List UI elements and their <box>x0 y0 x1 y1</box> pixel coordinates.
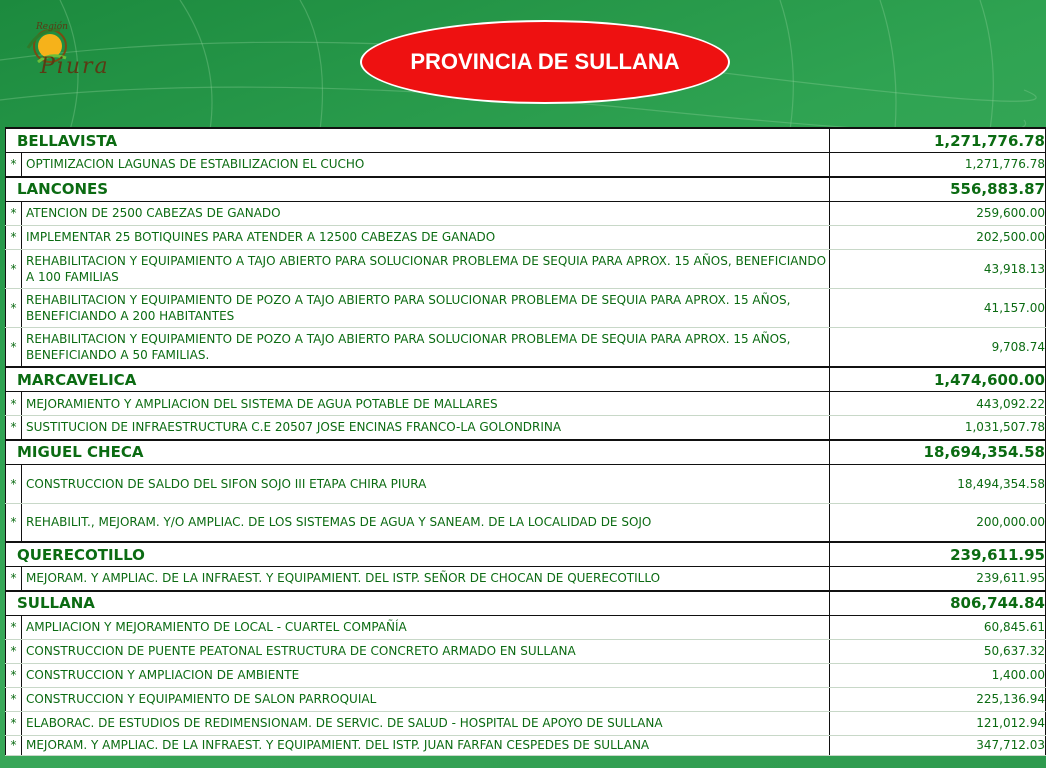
project-row <box>6 392 1046 416</box>
district-total: 239,611.95 <box>830 542 1046 567</box>
district-total: 556,883.87 <box>830 177 1046 202</box>
project-description: ELABORAC. DE ESTUDIOS DE REDIMENSIONAM. DE SERVIC. DE SALUD - HOSPITAL DE APOYO DE SULLANA <box>22 711 830 735</box>
project-amount: 43,918.13 <box>830 249 1046 288</box>
project-amount: 41,157.00 <box>830 288 1046 327</box>
project-description: CONSTRUCCION Y AMPLIACION DE AMBIENTE <box>22 663 830 687</box>
bullet-marker: * <box>6 615 22 639</box>
project-row <box>6 615 1046 639</box>
district-row <box>6 440 1046 465</box>
projects-table-body <box>6 128 1046 755</box>
bullet-marker: * <box>6 663 22 687</box>
district-total: 806,744.84 <box>830 591 1046 616</box>
project-row <box>6 711 1046 735</box>
district-name: SULLANA <box>6 591 830 616</box>
project-description: MEJORAMIENTO Y AMPLIACION DEL SISTEMA DE AGUA POTABLE DE MALLARES <box>22 392 830 416</box>
district-name: BELLAVISTA <box>6 128 830 153</box>
project-amount: 1,400.00 <box>830 663 1046 687</box>
project-description: AMPLIACION Y MEJORAMIENTO DE LOCAL - CUARTEL COMPAÑÍA <box>22 615 830 639</box>
project-description: ATENCION DE 2500 CABEZAS DE GANADO <box>22 201 830 225</box>
province-title-banner <box>360 20 730 104</box>
bullet-marker: * <box>6 711 22 735</box>
district-name: MARCAVELICA <box>6 367 830 392</box>
project-amount: 50,637.32 <box>830 639 1046 663</box>
bullet-marker: * <box>6 249 22 288</box>
district-total: 18,694,354.58 <box>830 440 1046 465</box>
project-description: OPTIMIZACION LAGUNAS DE ESTABILIZACION EL CUCHO <box>22 153 830 177</box>
project-amount: 202,500.00 <box>830 225 1046 249</box>
project-amount: 1,031,507.78 <box>830 416 1046 440</box>
bullet-marker: * <box>6 687 22 711</box>
district-row <box>6 128 1046 153</box>
project-amount: 225,136.94 <box>830 687 1046 711</box>
project-description: SUSTITUCION DE INFRAESTRUCTURA C.E 20507 JOSE ENCINAS FRANCO-LA GOLONDRINA <box>22 416 830 440</box>
bullet-marker: * <box>6 392 22 416</box>
project-row <box>6 464 1046 503</box>
project-amount: 18,494,354.58 <box>830 464 1046 503</box>
district-row <box>6 367 1046 392</box>
project-row <box>6 288 1046 327</box>
project-description: CONSTRUCCION DE SALDO DEL SIFON SOJO III ETAPA CHIRA PIURA <box>22 464 830 503</box>
project-amount: 347,712.03 <box>830 735 1046 755</box>
logo-region-text: Región <box>36 22 68 32</box>
district-name: MIGUEL CHECA <box>6 440 830 465</box>
bullet-marker: * <box>6 288 22 327</box>
bullet-marker: * <box>6 503 22 542</box>
project-amount: 60,845.61 <box>830 615 1046 639</box>
district-total: 1,474,600.00 <box>830 367 1046 392</box>
bullet-marker: * <box>6 639 22 663</box>
district-row <box>6 542 1046 567</box>
bullet-marker: * <box>6 464 22 503</box>
bullet-marker: * <box>6 153 22 177</box>
logo-wordmark: Piura <box>40 54 110 79</box>
project-amount: 9,708.74 <box>830 327 1046 367</box>
project-description: CONSTRUCCION DE PUENTE PEATONAL ESTRUCTURA DE CONCRETO ARMADO EN SULLANA <box>22 639 830 663</box>
project-row <box>6 225 1046 249</box>
project-amount: 259,600.00 <box>830 201 1046 225</box>
project-description: MEJORAM. Y AMPLIAC. DE LA INFRAEST. Y EQUIPAMIENT. DEL ISTP. JUAN FARFAN CESPEDES DE SULLANA <box>22 735 830 755</box>
project-row <box>6 567 1046 591</box>
project-row <box>6 503 1046 542</box>
project-description: REHABILIT., MEJORAM. Y/O AMPLIAC. DE LOS SISTEMAS DE AGUA Y SANEAM. DE LA LOCALIDAD DE SOJO <box>22 503 830 542</box>
project-row <box>6 153 1046 177</box>
bullet-marker: * <box>6 735 22 755</box>
project-amount: 1,271,776.78 <box>830 153 1046 177</box>
project-row <box>6 663 1046 687</box>
page-title: PROVINCIA DE SULLANA <box>410 49 680 74</box>
project-row <box>6 201 1046 225</box>
project-row <box>6 639 1046 663</box>
project-row <box>6 735 1046 755</box>
project-description: IMPLEMENTAR 25 BOTIQUINES PARA ATENDER A 12500 CABEZAS DE GANADO <box>22 225 830 249</box>
projects-table <box>5 127 1046 756</box>
project-row <box>6 327 1046 367</box>
project-description: CONSTRUCCION Y EQUIPAMIENTO DE SALON PARROQUIAL <box>22 687 830 711</box>
project-description: REHABILITACION Y EQUIPAMIENTO A TAJO ABIERTO PARA SOLUCIONAR PROBLEMA DE SEQUIA PARA APROX. 15 AÑOS, BENEFICIANDO A 100 FAMILIAS <box>22 249 830 288</box>
project-description: REHABILITACION Y EQUIPAMIENTO DE POZO A TAJO ABIERTO PARA SOLUCIONAR PROBLEMA DE SEQUIA PARA APROX. 15 AÑOS, BENEFICIANDO A 50 FAMILIAS. <box>22 327 830 367</box>
project-amount: 200,000.00 <box>830 503 1046 542</box>
district-name: QUERECOTILLO <box>6 542 830 567</box>
project-description: MEJORAM. Y AMPLIAC. DE LA INFRAEST. Y EQUIPAMIENT. DEL ISTP. SEÑOR DE CHOCAN DE QUERECOTILLO <box>22 567 830 591</box>
bullet-marker: * <box>6 201 22 225</box>
district-row <box>6 591 1046 616</box>
project-row <box>6 416 1046 440</box>
district-name: LANCONES <box>6 177 830 202</box>
project-amount: 443,092.22 <box>830 392 1046 416</box>
district-row <box>6 177 1046 202</box>
project-description: REHABILITACION Y EQUIPAMIENTO DE POZO A TAJO ABIERTO PARA SOLUCIONAR PROBLEMA DE SEQUIA PARA APROX. 15 AÑOS, BENEFICIANDO A 200 HABITANTES <box>22 288 830 327</box>
project-amount: 121,012.94 <box>830 711 1046 735</box>
bullet-marker: * <box>6 327 22 367</box>
project-row <box>6 249 1046 288</box>
district-total: 1,271,776.78 <box>830 128 1046 153</box>
project-row <box>6 687 1046 711</box>
bullet-marker: * <box>6 416 22 440</box>
project-amount: 239,611.95 <box>830 567 1046 591</box>
bullet-marker: * <box>6 567 22 591</box>
bullet-marker: * <box>6 225 22 249</box>
